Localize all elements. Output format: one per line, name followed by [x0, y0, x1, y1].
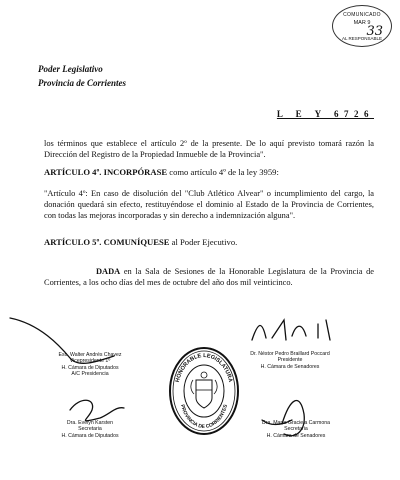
article-5-heading: ARTÍCULO 5º. COMUNÍQUESE	[44, 237, 170, 247]
stamp-number: 33	[366, 24, 383, 39]
signer-name: Dra. María Graciela Carmona	[261, 420, 331, 426]
given-heading: DADA	[96, 267, 121, 276]
seal-outer-text: HONORABLE LEGISLATURA	[174, 352, 234, 383]
signature-block-senate-secretary	[250, 420, 342, 439]
article-5-text: al Poder Ejecutivo.	[169, 237, 238, 247]
signer-name: Dr. Néstor Pedro Braillard Poccard	[250, 351, 330, 357]
signer-note: A/C Presidencia	[71, 371, 109, 378]
article-4-text: como artículo 4º de la ley 3959:	[167, 167, 279, 177]
signer-role: Presidente	[277, 357, 303, 364]
legislature-seal	[168, 346, 240, 436]
stamp-top-text: COMUNICADO	[343, 12, 381, 18]
given-text: en la Sala de Sesiones de la Honorable Legislatura de la Provincia de Corrientes, a los ocho días del mes de octubre del año dos mil veinticinco.	[44, 267, 374, 287]
signer-chamber: H. Cámara de Senadores	[260, 363, 320, 370]
letterhead-line1: Poder Legislativo	[38, 64, 103, 74]
signer-name: Dra. Evelyn Karsten	[66, 420, 114, 426]
seal-inner-text: PROVINCIA DE CORRIENTES	[178, 403, 230, 431]
signer-role: Vicepresidente 1º	[69, 358, 111, 365]
signature-block-senate-president	[244, 351, 336, 370]
stamp-date: MAR 9	[353, 20, 371, 26]
signature-block-deputies-secretary	[50, 420, 130, 439]
article-4-heading: ARTÍCULO 4º. INCORPÓRASE	[44, 167, 168, 177]
signer-role: Secretaria	[284, 426, 308, 433]
law-number: L E Y 6726	[276, 109, 374, 119]
signer-chamber: H. Cámara de Diputados	[61, 432, 119, 439]
signature-stroke-left-bottom	[70, 400, 124, 421]
article-4-quote: "Artículo 4º: En caso de disolución del "Club Atlético Alvear" o incumplimiento del cargo, la donación quedará sin efecto, restituyéndose el dominio al Estado de la Provincia de Corrientes, con todas las mejoras incorporadas y sin derecho a indemnización alguna".	[44, 189, 374, 220]
signature-block-vicepresident	[50, 352, 130, 378]
signer-role: Secretaria	[78, 426, 102, 433]
coat-of-arms-icon	[191, 372, 217, 408]
signer-chamber: H. Cámara de Diputados	[61, 364, 119, 371]
signer-name: Esc. Walter Andrés Chavez	[58, 352, 122, 358]
stamp-bottom-text: AL RESPONSABLE	[341, 36, 383, 41]
paragraph-continuation: los términos que establece el artículo 2º de la presente. De lo aquí previsto tomará razón la Dirección del Registro de la Propiedad Inmueble de la Provincia".	[44, 139, 374, 159]
letterhead-line2: Provincia de Corrientes	[38, 78, 126, 88]
signature-stroke-right-top	[252, 320, 330, 340]
signer-chamber: H. Cámara de Senadores	[266, 432, 326, 439]
